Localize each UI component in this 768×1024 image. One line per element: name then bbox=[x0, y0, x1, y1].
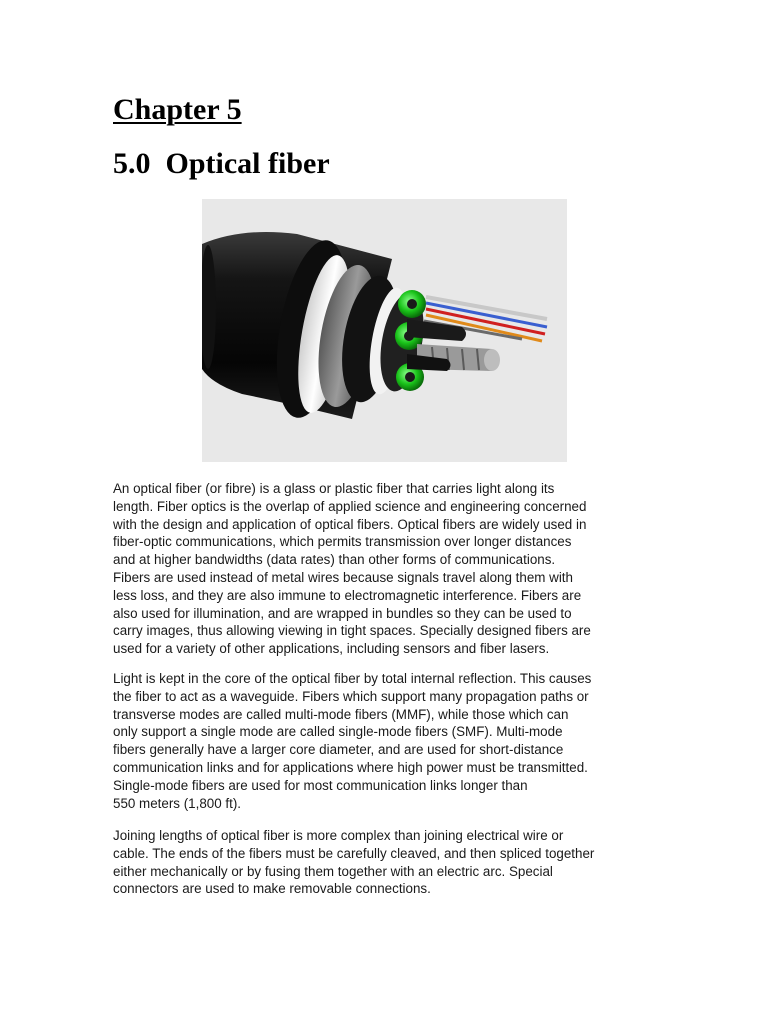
section-title: 5.0 Optical fiber bbox=[113, 147, 330, 180]
text-line: Single-mode fibers are used for most communication links longer than bbox=[113, 777, 528, 793]
text-line: also used for illumination, and are wrapped in bundles so they can be used to bbox=[113, 605, 572, 621]
text-line: either mechanically or by fusing them together with an electric arc. Special bbox=[113, 863, 553, 879]
text-line: transverse modes are called multi-mode fibers (MMF), while those which can bbox=[113, 706, 569, 722]
paragraph-modes bbox=[113, 670, 663, 812]
paragraph-intro bbox=[113, 480, 663, 658]
text-line: the fiber to act as a waveguide. Fibers which support many propagation paths or bbox=[113, 688, 589, 704]
chapter-title: Chapter 5 bbox=[113, 93, 242, 126]
text-line: fiber-optic communications, which permits transmission over longer distances bbox=[113, 534, 572, 550]
text-line: only support a single mode are called single-mode fibers (SMF). Multi-mode bbox=[113, 724, 563, 740]
text-line: used for a variety of other applications, including sensors and fiber lasers. bbox=[113, 641, 550, 657]
text-line: Joining lengths of optical fiber is more complex than joining electrical wire or bbox=[113, 828, 564, 843]
text-line: communication links and for applications where high power must be transmitted. bbox=[113, 759, 588, 775]
text-line: fibers generally have a larger core diameter, and are used for short-distance bbox=[113, 742, 564, 758]
fiber-optic-cable-image bbox=[202, 199, 567, 462]
text-line: and at higher bandwidths (data rates) than other forms of communications. bbox=[113, 552, 556, 568]
text-line: Fibers are used instead of metal wires because signals travel along them with bbox=[113, 569, 573, 585]
text-line: with the design and application of optical fibers. Optical fibers are widely used in bbox=[113, 516, 587, 532]
text-line: length. Fiber optics is the overlap of applied science and engineering concerned bbox=[113, 498, 587, 514]
paragraph-joining bbox=[113, 827, 663, 898]
text-line: An optical fiber (or fibre) is a glass or plastic fiber that carries light along its bbox=[113, 481, 555, 496]
text-line: connectors are used to make removable connections. bbox=[113, 881, 431, 897]
text-line: cable. The ends of the fibers must be carefully cleaved, and then spliced together bbox=[113, 845, 595, 861]
text-line: Light is kept in the core of the optical fiber by total internal reflection. This causes bbox=[113, 671, 592, 686]
text-line: carry images, thus allowing viewing in tight spaces. Specially designed fibers are bbox=[113, 623, 591, 639]
text-line: 550 meters (1,800 ft). bbox=[113, 795, 242, 811]
text-line: less loss, and they are also immune to electromagnetic interference. Fibers are bbox=[113, 587, 582, 603]
